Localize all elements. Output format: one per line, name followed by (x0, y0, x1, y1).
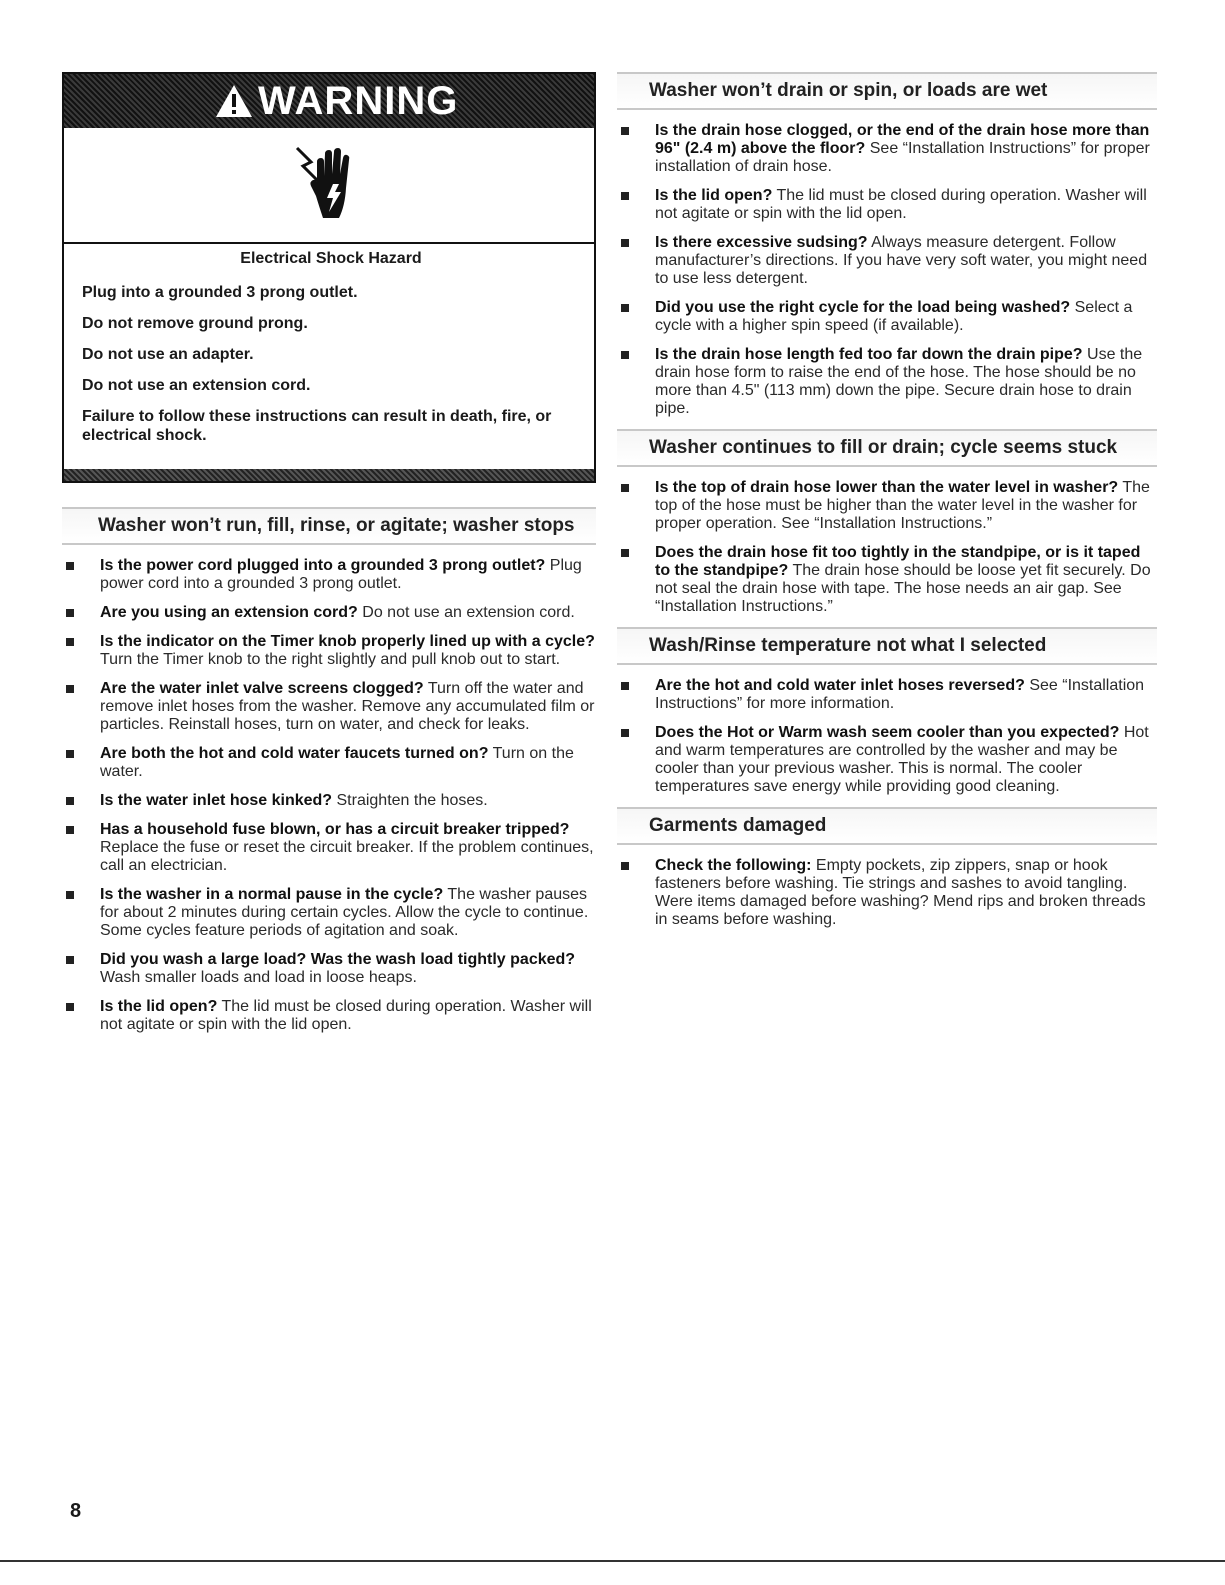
warning-triangle-icon (214, 83, 254, 119)
warning-box (62, 72, 596, 483)
list-item: Did you wash a large load? Was the wash load tightly packed? Wash smaller loads and load in loose heaps. (62, 951, 596, 987)
wont-drain-list (617, 122, 1157, 418)
list-item: Is the indicator on the Timer knob properly lined up with a cycle? Turn the Timer knob to the right slightly and pull knob out to start. (62, 633, 596, 669)
warning-body (64, 244, 594, 469)
list-item: Did you use the right cycle for the load being washed? Select a cycle with a higher spin speed (if available). (617, 299, 1157, 335)
list-item: Are the water inlet valve screens clogged? Turn off the water and remove inlet hoses from the washer. Remove any accumulated film or particles. Reinstall hoses, turn on water, and check for leaks. (62, 680, 596, 734)
warning-line: Failure to follow these instructions can result in death, fire, or electrical shock. (82, 408, 552, 444)
list-item: Is the water inlet hose kinked? Straighten the hoses. (62, 792, 596, 810)
list-item: Does the drain hose fit too tightly in the standpipe, or is it taped to the standpipe? The drain hose should be loose yet fit securely. Do not seal the drain hose with tape. The hose needs an air gap. See “Installation Instructions.” (617, 544, 1157, 616)
list-item: Has a household fuse blown, or has a circuit breaker tripped? Replace the fuse or reset the circuit breaker. If the problem continues, call an electrician. (62, 821, 596, 875)
list-item: Are both the hot and cold water faucets turned on? Turn on the water. (62, 745, 596, 781)
list-item: Are the hot and cold water inlet hoses reversed? See “Installation Instructions” for more information. (617, 677, 1157, 713)
hazard-title: Electrical Shock Hazard (240, 250, 422, 267)
list-item: Is the washer in a normal pause in the cycle? The washer pauses for about 2 minutes during certain cycles. Allow the cycle to continue. Some cycles feature periods of agitation and soak. (62, 886, 596, 940)
warning-header (64, 74, 594, 128)
page-number: 8 (70, 1500, 82, 1522)
list-item: Is the drain hose clogged, or the end of the drain hose more than 96" (2.4 m) above the floor? See “Installation Instructions” for proper installation of drain hose. (617, 122, 1157, 176)
temperature-list (617, 677, 1157, 796)
section-heading-temperature: Wash/Rinse temperature not what I selected (617, 627, 1157, 665)
bottom-rule (0, 1560, 1225, 1562)
list-item: Is the lid open? The lid must be closed during operation. Washer will not agitate or spin with the lid open. (617, 187, 1157, 223)
warning-line: Plug into a grounded 3 prong outlet. (82, 284, 358, 301)
warning-line: Do not use an adapter. (82, 346, 254, 363)
garments-list (617, 857, 1157, 929)
section-heading-continues-fill: Washer continues to fill or drain; cycle seems stuck (617, 429, 1157, 467)
list-item: Are you using an extension cord? Do not use an extension cord. (62, 604, 596, 622)
list-item: Is the drain hose length fed too far down the drain pipe? Use the drain hose form to raise the end of the hose. The hose should be no more than 4.5" (113 mm) down the pipe. Secure drain hose to drain pipe. (617, 346, 1157, 418)
electric-shock-hand-icon (289, 140, 369, 230)
section-heading-garments: Garments damaged (617, 807, 1157, 845)
left-column (62, 72, 596, 1045)
warning-line: Do not remove ground prong. (82, 315, 308, 332)
wont-run-list (62, 557, 596, 1034)
warning-icon-area (64, 128, 594, 244)
warning-line: Do not use an extension cord. (82, 377, 311, 394)
list-item: Is the lid open? The lid must be closed during operation. Washer will not agitate or spin with the lid open. (62, 998, 596, 1034)
section-heading-wont-drain: Washer won’t drain or spin, or loads are wet (617, 72, 1157, 110)
warning-title: WARNING (258, 78, 459, 123)
list-item: Is the power cord plugged into a grounded 3 prong outlet? Plug power cord into a grounded 3 prong outlet. (62, 557, 596, 593)
right-column (617, 72, 1157, 940)
continues-fill-list (617, 479, 1157, 616)
list-item: Does the Hot or Warm wash seem cooler than you expected? Hot and warm temperatures are controlled by the washer and may be cooler than your previous washer. This is normal. The cooler temperatures save energy while providing good cleaning. (617, 724, 1157, 796)
warning-bottom-band (64, 469, 594, 481)
section-heading-wont-run: Washer won’t run, fill, rinse, or agitate; washer stops (62, 507, 596, 545)
list-item: Check the following: Empty pockets, zip zippers, snap or hook fasteners before washing. Tie strings and sashes to avoid tangling. Were items damaged before washing? Mend rips and broken threads in seams before washing. (617, 857, 1157, 929)
list-item: Is the top of drain hose lower than the water level in washer? The top of the hose must be higher than the water level in the washer for proper operation. See “Installation Instructions.” (617, 479, 1157, 533)
list-item: Is there excessive sudsing? Always measure detergent. Follow manufacturer’s directions. If you have very soft water, you might need to use less detergent. (617, 234, 1157, 288)
